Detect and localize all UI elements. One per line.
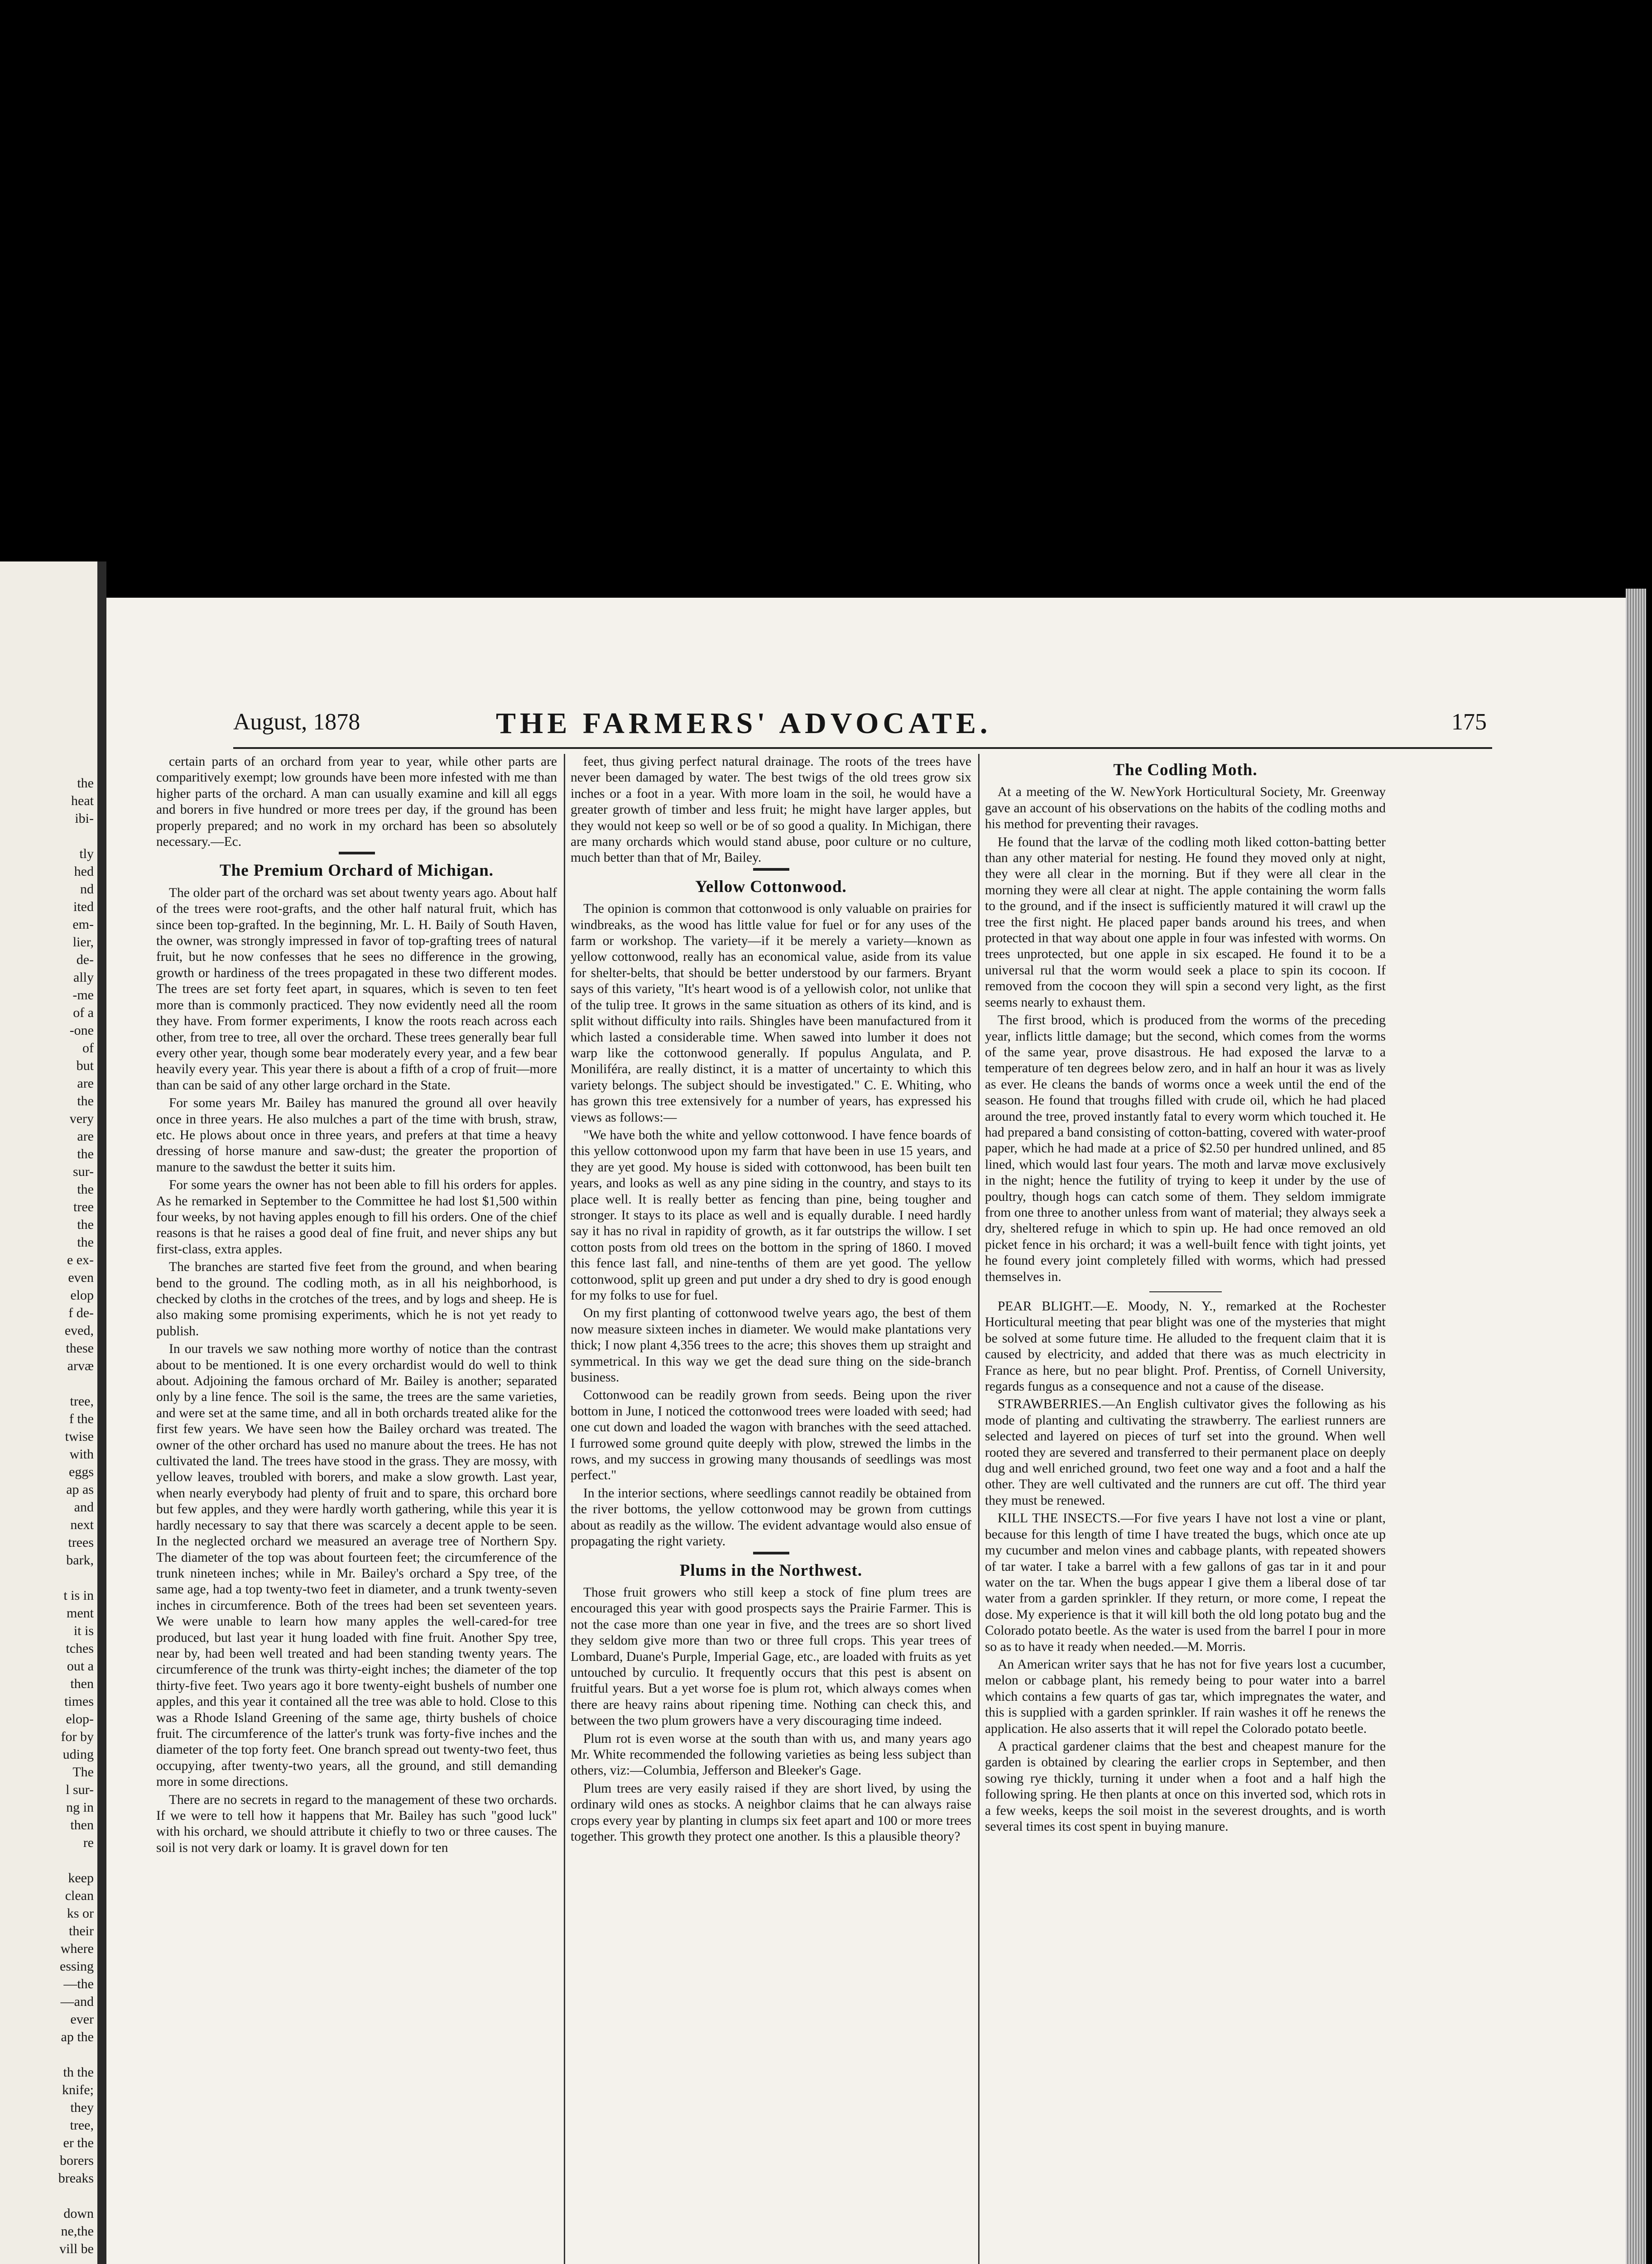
fragment-line [3,1569,94,1587]
section-divider [753,1552,789,1554]
fragment-line: keep [68,1871,94,1885]
fragment-line [3,2187,94,2205]
previous-page-column [3,774,94,2264]
article-paragraph: KILL THE INSECTS.—For five years I have not lost a vine or plant, because for this length of time I have treated the bugs, which once ate up my cucumber and melon vines and cabbage plants, with repeated showers of tar water. I take a barrel with a few gallons of gas tar in it and pour water on the tar. When the bugs appear I give them a liberal dose of tar water from a garden sprinkler. If they return, or more come, I repeat the dose. My experience is that it will kill both the old long potato bug and the Colorado potato beetle. As the water is used from the barrel I pour in more so as to have it ready when needed.—M. Morris. [985,1511,1386,1654]
page-number: 175 [1451,709,1487,735]
fragment-line: -me [72,988,94,1002]
fragment-line: very [69,1111,94,1126]
article-paragraph: There are no secrets in regard to the management of these two orchards. If we were to tell how it happens that Mr. Bailey has such "good luck" with his orchard, we should attribute it chiefly to two or three causes. The soil is not very dark or loamy. It is gravel down for ten [156,1792,557,1855]
fragment-line: vill be [59,2241,94,2256]
fragment-line: ks or [67,1906,94,1921]
article-paragraph: For some years the owner has not been able to fill his orders for apples. As he remarked in September to the Committee he had lost $1,500 within four weeks, by not having apples enough to fill his orders. One of the chief reasons is that he raises a good deal of fine fruit, and never ships any but first-class, extra apples. [156,1178,557,1257]
fragment-line: for by [61,1729,94,1744]
fragment-line: eggs [69,1464,94,1479]
fragment-line: re [83,1835,94,1850]
fragment-line: tree, [70,2118,94,2133]
fragment-line: heat [71,793,94,808]
fragment-line: The [72,1765,94,1780]
fragment-line: sur- [72,1164,94,1179]
masthead-title: THE FARMERS' ADVOCATE. [496,707,992,740]
section-divider [753,868,789,871]
article-heading: Plums in the Northwest. [679,1561,863,1580]
fragment-line: bark, [66,1553,94,1568]
article-paragraph: The opinion is common that cottonwood is only valuable on prairies for windbreaks, as the wood has little value for fuel or for any uses of the farm or workshop. The variety—if it be merely a variety—known as yellow cottonwood, really has an economical value, aside from its value for shelter-belts, that should be better understood by our farmers. Bryant says of this variety, "It's heart wood is of a yellowish color, not unlike that of the tulip tree. It grows in the same situation as others of its kind, and is split without difficulty into rails. Shingles have been manufactured from it which lasted a considerable time. When sawed into lumber it does not warp like the cottonwood generally. If populus Angulata, and P. Moniliféra, are really distinct, it is a matter of uncertainty to which this variety belongs. The subject should be investigated." C. E. Whiting, who has grown this tree extensively for a number of years, has expressed his views as follows:— [571,902,971,1125]
fragment-line: of [82,1041,94,1055]
fragment-line [3,1375,94,1392]
article-paragraph: For some years Mr. Bailey has manured the ground all over heavily once in three years. He also mulches a part of the time with brush, straw, etc. He plows about once in three years, and prefers at that time a heavy dressing of horse manure and saw-dust; the greater the proportion of manure to the sawdust the better it suits him. [156,1096,557,1175]
fragment-line: ally [73,970,94,985]
fragment-line: out a [67,1659,94,1674]
fragment-line: then [70,1676,94,1691]
fragment-line: ment [67,1606,94,1621]
fragment-line: the [77,776,94,791]
fragment-line [3,827,94,845]
fragment-line: down [63,2206,94,2221]
fragment-line: even [68,1270,94,1285]
fragment-line: then [70,1818,94,1832]
fragment-line: tree, [70,1394,94,1409]
article-paragraph: "We have both the white and yellow cottonwood. I have fence boards of this yellow cottonwood upon my farm that have been in use 15 years, and they are yet good. My house is sided with cottonwood, has been built ten years, and looks as well as any pine siding in the country, and stays to its place well. It is really better as fencing than pine, being tougher and stronger. It stays to its place as well and is equally durable. I need hardly say it has no rival in rapidity of growth, as it far outstrips the willow. I set cotton posts from old trees on the bottom in the spring of 1860. I moved this fence last fall, and nine-tenths of them are yet good. The yellow cottonwood, split up green and put under a dry shed to dry is good enough for my folks to use for fuel. [571,1127,971,1303]
fragment-line: it is [73,1623,94,1638]
fragment-line: ap as [66,1482,94,1497]
column-2 [571,754,971,2264]
fragment-line: ne,the [61,2224,94,2239]
fragment-line: ited [73,899,94,914]
article-paragraph: An American writer says that he has not for five years lost a cucumber, melon or cabbage plant, his remedy being to pour water into a barrel which contains a few quarts of gas tar, which impregnates the water, and this is supplied with a garden sprinkler. If rain washes it off he renews the application. He also asserts that it will repel the Colorado potato beetle. [985,1657,1386,1736]
fragment-line: er the [63,2135,94,2150]
article-paragraph: Plum trees are very easily raised if they are short lived, by using the ordinary wild ones as stocks. A neighbor claims that he can always raise crops every year by planting in clumps six feet apart and 100 or more trees together. This growth they protect one another. Is this a plausible theory? [571,1781,971,1844]
column-rule [978,754,980,2264]
fragment-line: em- [72,917,94,932]
fragment-line: nd [80,882,94,897]
fragment-line: tches [66,1641,94,1656]
article-paragraph: PEAR BLIGHT.—E. Moody, N. Y., remarked at the Rochester Horticultural meeting that pear blight was one of the mysteries that might be solved at some future time. He alluded to the frequent claim that it is caused by electricity, and added that there was as much electricity in France as here, but no pear blight. Prof. Prentiss, of Cornell University, regards fungus as a consequence and not a cause of the disease. [985,1299,1386,1394]
fragment-line: e ex- [67,1252,94,1267]
article-paragraph: He found that the larvæ of the codling moth liked cotton-batting better than any other material for nesting. He found they moved only at night, they were all clear in the morning. But if they were all clear in the morning they were all clear at night. The apple containing the worm falls to the ground, and if the insect is sufficiently matured it will crawl up the tree the first night. He placed paper bands around his trees, and when protected in that way about one apple in four was infested with worms. On trees unprotected, but one apple in six escaped. He found it to be a universal rul that the worm would seek a place to spin its cocoon. If removed from the cocoon they will spin a second very light, as the first seems nearly to exhaust them. [985,835,1386,1010]
article-paragraph: certain parts of an orchard from year to year, while other parts are comparitively exempt; low grounds have been more infested with me than higher parts of the orchard. A man can usually examine and kill all eggs and borers in five hundred or more trees per day, if the ground has been properly prepared; and no work in my orchard has been so absolutely necessary.—Ec. [156,754,557,849]
fragment-line [3,2258,94,2264]
issue-date: August, 1878 [233,709,360,735]
section-divider [339,852,375,854]
fragment-line: ap the [61,2029,94,2044]
fragment-line: eved, [64,1323,94,1338]
fragment-line: lier, [72,935,94,950]
section-divider [1149,1291,1222,1292]
fragment-line [3,1851,94,1869]
column-rule [564,754,565,2264]
fragment-line: —and [60,1994,94,2009]
fragment-line: —the [63,1976,94,1991]
fragment-line: breaks [58,2171,94,2186]
newspaper-page [106,598,1646,2264]
article-paragraph: STRAWBERRIES.—An English cultivator gives the following as his mode of planting and cultivating the strawberry. The earliest runners are selected and layered on pieces of turf set into the ground. When well rooted they are severed and transferred to their permanent place on deeply dug and well enriched ground, two feet one way and a foot and a half the other. They are well cultivated and the runners are cut off. The third year they must be renewed. [985,1397,1386,1508]
fragment-line: are [77,1129,94,1144]
fragment-line: elop [70,1288,94,1303]
article-paragraph: In our travels we saw nothing more worthy of notice than the contrast about to be mentioned. It is one every orchardist would do well to think about. Adjoining the famous orchard of Mr. Bailey is another; separated only by a line fence. The soil is the same, the trees are the same varieties, and were set at the same time, and all in both orchards treated alike for the first few years. We have seen how the Bailey orchard was treated. The owner of the other orchard has used no manure about the trees. He has not cultivated the land. The trees have stood in the grass. They are mossy, with yellow leaves, troubled with borers, and make a slow growth. Last year, when nearly everybody had plenty of fruit and to spare, this orchard bore but few apples, and they were hardly worth gathering, while this year it is hardly necessary to say that there was scarcely a decent apple to be seen. In the neglected orchard we measured an average tree of Northern Spy. The diameter of the top was about fourteen feet; the circumference of the trunk nineteen inches; while in Mr. Bailey's orchard a Spy tree, of the same age, had a top twenty-two feet in diameter, and a trunk twenty-seven inches in circumference. Both of the trees had been set seventeen years. We were unable to learn how many apples the well-cared-for tree produced, but last year it hung loaded with fine fruit. Another Spy tree, near by, had been well treated and had been standing twenty years. The circumference of the trunk was thirty-eight inches; the diameter of the top thirty-five feet. Two years ago it bore twenty-eight bushels of number one apples, and this year it contained all the tree was able to hold. Close to this was a Rhode Island Greening of the same age, thirty bushels of choice fruit. The circumference of the latter's trunk was forty-five inches and the diameter of the top forty feet. One branch spread out twenty-two feet, thus occupying, after twenty-two years, all the ground, and still demanding more in some directions. [156,1342,557,1789]
fragment-line: of a [73,1005,94,1020]
fragment-line: are [77,1076,94,1091]
fragment-line: their [69,1923,94,1938]
fragment-line: hed [74,864,94,879]
article-paragraph: In the interior sections, where seedlings cannot readily be obtained from the river bottoms, the yellow cottonwood may be grown from cuttings about as readily as the willow. The evident advantage would also ensue of propagating the right variety. [571,1486,971,1549]
fragment-line: borers [60,2153,94,2168]
fragment-line: the [77,1235,94,1250]
column-1 [156,754,557,2264]
fragment-line: de- [76,952,94,967]
fragment-line: clean [65,1888,94,1903]
fragment-line: the [77,1146,94,1161]
fragment-line: the [77,1182,94,1197]
fragment-line: ever [70,2012,94,2027]
fragment-line: tly [79,846,94,861]
article-heading: The Codling Moth. [1113,761,1258,779]
fragment-line: f the [69,1411,94,1426]
fragment-line: ng in [66,1800,94,1815]
fragment-line: ibi- [75,811,94,826]
fragment-line: arvæ [67,1358,94,1373]
fragment-line: the [77,1094,94,1108]
column-3 [985,754,1386,2264]
fragment-line: next [70,1517,94,1532]
fragment-line: the [77,1217,94,1232]
fragment-line: essing [60,1959,94,1974]
fragment-line: -one [69,1023,94,1038]
fragment-line: uding [62,1747,94,1762]
article-heading: The Premium Orchard of Michigan. [219,861,494,880]
fragment-line: trees [68,1535,94,1550]
fragment-line [3,2046,94,2063]
stacked-page-edges [1626,589,1646,2264]
fragment-line: th the [63,2065,94,2080]
fragment-line: tree [73,1199,94,1214]
article-paragraph: The first brood, which is produced from the worms of the preceding year, inflicts little damage; but the second, which comes from the worms of the same year, prove disastrous. He had exposed the larvæ to a temperature of ten degrees below zero, and in half an hour it was as lively as ever. He cleans the bands of worms once a week until the end of the season. He found that troughs filled with crude oil, which he had placed around the tree, proved instantly fatal to every worm which touched it. He had prepared a band consisting of cotton-batting, covered with water-proof paper, which he had made at a price of $2.50 per hundred unlined, and 85 lined, which would last four years. The moth and larvæ move exclusively in the night; hence the futility of trying to keep it under by the use of poultry, though hogs can catch some of them. They seldom immigrate from one three to another unless from want of material; they always seek a dry, sheltered refuge in which to spin up. He had once removed an old picket fence in his orchard; it was a well-built fence with tight joints, yet he found every joint completely filled with worms, which had pressed themselves in. [985,1013,1386,1284]
article-paragraph: Cottonwood can be readily grown from seeds. Being upon the river bottom in June, I noticed the cottonwood trees were loaded with seed; had one cut down and loaded the wagon with branches with the seed attached. I furrowed some ground quite deeply with plow, strewed the limbs in the rows, and my success in growing many thousands of seedlings was most perfect." [571,1388,971,1483]
fragment-line: with [69,1447,94,1462]
article-paragraph: The older part of the orchard was set about twenty years ago. About half of the trees were root-grafts, and the other half natural fruit, which has since been top-grafted. In the beginning, Mr. L. H. Baily of South Haven, the owner, was strongly impressed in favor of top-grafting trees of natural fruit, but he now confesses that he sees no difference in the growing, growth or hardiness of the trees propagated in these two different modes. The trees are set forty feet apart, in squares, which is seven to ten feet more than is commonly practiced. They now evidently need all the room they have. From former experiments, I know the roots reach across each other, from tree to tree, all over the orchard. These trees generally bear full every other year, though some bear moderately every year, and a few bear heavily every year. This year there is about a fifth of a crop of fruit—more than can be said of any other large orchard in the State. [156,885,557,1093]
article-paragraph: feet, thus giving perfect natural drainage. The roots of the trees have never been damaged by water. The best twigs of the old trees grow six inches or a foot in a year. With more loam in the soil, he would have a greater growth of timber and less fruit; he might have larger apples, but they would not keep so well or be of so good a quality. In Michigan, there are many orchards which would stand abuse, poor culture or no culture, much better than that of Mr, Bailey. [571,754,971,865]
book-gutter [97,561,106,2264]
previous-page-fragment [0,561,97,2264]
fragment-line: twise [65,1429,94,1444]
article-paragraph: A practical gardener claims that the best and cheapest manure for the garden is obtained by clearing the earlier crops in September, and then sowing rye thickly, turning it under when a foot and a half high the following spring. He then plants at once on this inverted sod, which rots in a few weeks, keeps the soil moist in the severest droughts, and is worth several times its cost spent in buying manure. [985,1739,1386,1834]
fragment-line: f de- [68,1305,94,1320]
article-heading: Yellow Cottonwood. [695,877,847,896]
fragment-line: where [60,1941,94,1956]
fragment-line: they [70,2100,94,2115]
article-paragraph: On my first planting of cottonwood twelve years ago, the best of them now measure sixteen inches in diameter. We would make plantations very thick; I now plant 4,356 trees to the acre; this shoves them up straight and symmetrical. In this way we get the dead sure thing on the side-branch business. [571,1306,971,1385]
fragment-line: elop- [66,1712,94,1727]
fragment-line: but [76,1058,94,1073]
article-paragraph: The branches are started five feet from the ground, and when bearing bend to the ground. The codling moth, as in all his neighborhood, is checked by cloths in the crotches of the trees, and by logs and sheep. He is also making some promising experiments, which he is not yet ready to publish. [156,1260,557,1338]
fragment-line: these [66,1341,94,1356]
article-paragraph: Those fruit growers who still keep a stock of fine plum trees are encouraged this year with good prospects says the Prairie Farmer. This is not the case more than one year in five, and the trees are so short lived they seldom give more than two or three full crops. This year trees of Lombard, Duane's Purple, Imperial Gage, etc., are loaded with fruits as yet untouched by curculio. It frequently occurs that this pest is absent on fruitful years. But a yet worse foe is plum rot, which always comes when there are heavy rains about ripening time. Nothing can check this, and between the two plum growers have a very discouraging time indeed. [571,1585,971,1728]
fragment-line: times [64,1694,94,1709]
fragment-line: and [74,1500,94,1515]
fragment-line: knife; [62,2082,94,2097]
fragment-line: l sur- [66,1782,94,1797]
article-paragraph: At a meeting of the W. NewYork Horticultural Society, Mr. Greenway gave an account of his observations on the habits of the codling moths and his method for preventing their ravages. [985,785,1386,832]
header-rule [233,747,1492,749]
fragment-line: t is in [63,1588,94,1603]
article-paragraph: Plum rot is even worse at the south than with us, and many years ago Mr. White recommended the following varieties as being less subject than others, viz:—Columbia, Jefferson and Bleeker's Gage. [571,1731,971,1778]
